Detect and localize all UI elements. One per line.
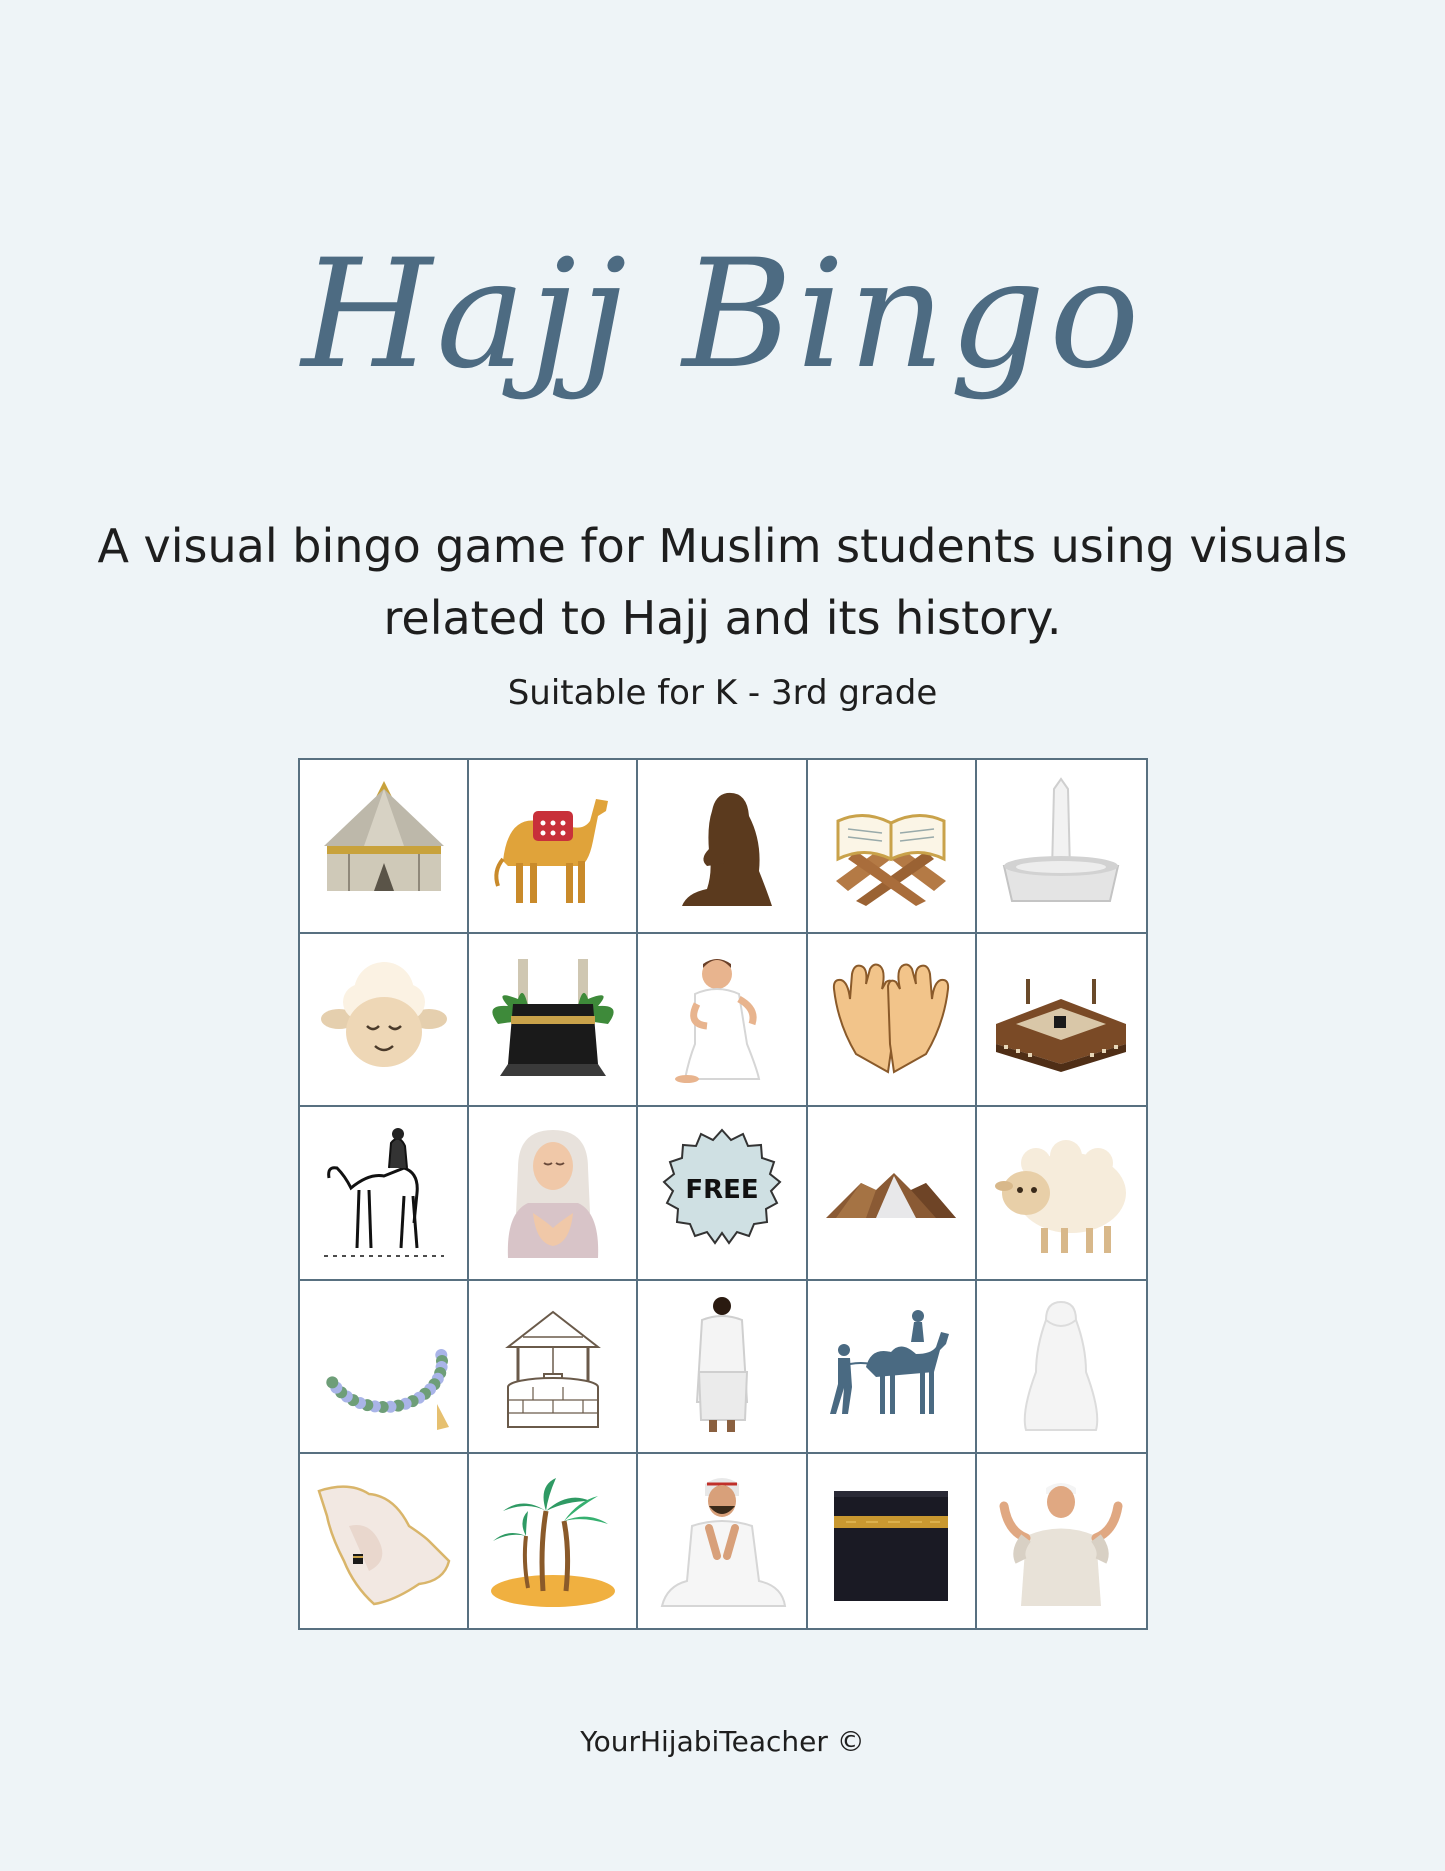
mountain-icon	[816, 1118, 966, 1268]
bingo-cell	[808, 1107, 977, 1281]
sheep-icon	[986, 1118, 1136, 1268]
dua-hands-icon	[816, 944, 966, 1094]
bingo-cell	[977, 1107, 1146, 1281]
man-raising-hands-icon	[986, 1466, 1136, 1616]
bingo-cell	[977, 760, 1146, 934]
arabia-map-icon	[309, 1466, 459, 1616]
quran-on-stand-icon	[816, 771, 966, 921]
free-badge-icon	[647, 1118, 797, 1268]
bingo-cell	[638, 1281, 807, 1455]
bingo-cell	[469, 760, 638, 934]
bingo-cell	[638, 1454, 807, 1628]
prayer-bead	[326, 1376, 338, 1388]
man-praying-kneeling-icon	[647, 1466, 797, 1616]
bingo-cell-free	[638, 1107, 807, 1281]
bingo-cell	[300, 934, 469, 1108]
bingo-cell	[638, 760, 807, 934]
zamzam-well-icon	[478, 1292, 628, 1442]
tent-icon	[309, 771, 459, 921]
woman-in-white-icon	[986, 1292, 1136, 1442]
camel-rider-sketch-icon	[309, 1118, 459, 1268]
kaaba-icon	[816, 1466, 966, 1616]
masjid-al-haram-icon	[986, 944, 1136, 1094]
bingo-cell	[469, 1107, 638, 1281]
free-label: FREE	[685, 1174, 759, 1205]
kaaba-with-palms-icon	[478, 944, 628, 1094]
page-subtitle: A visual bingo game for Muslim students using visuals related to Hajj and its history.	[97, 519, 1348, 645]
footer-credit: YourHijabiTeacher ©	[580, 1725, 865, 1758]
bingo-cell	[977, 934, 1146, 1108]
bingo-cell	[300, 1454, 469, 1628]
bingo-cell	[469, 1454, 638, 1628]
bingo-cell	[300, 1281, 469, 1455]
bingo-board	[298, 758, 1148, 1630]
pilgrim-walking-icon	[647, 1292, 797, 1442]
bingo-cell	[808, 934, 977, 1108]
bingo-cell	[808, 1454, 977, 1628]
bead-tassel	[437, 1404, 449, 1430]
bingo-cell	[469, 1281, 638, 1455]
sheep-face-icon	[309, 944, 459, 1094]
bingo-cell	[808, 760, 977, 934]
bingo-cell	[808, 1281, 977, 1455]
prayer-beads-icon	[309, 1292, 459, 1442]
bingo-cell	[469, 934, 638, 1108]
caravan-silhouette-icon	[816, 1292, 966, 1442]
woman-making-dua-icon	[478, 1118, 628, 1268]
bingo-cell	[977, 1454, 1146, 1628]
bingo-cell	[638, 934, 807, 1108]
bingo-cell	[300, 1107, 469, 1281]
jamarat-pillar-icon	[986, 771, 1136, 921]
palm-island-icon	[478, 1466, 628, 1616]
woman-praying-silhouette-icon	[647, 771, 797, 921]
bingo-cell	[300, 760, 469, 934]
bingo-cell	[977, 1281, 1146, 1455]
camel-icon	[478, 771, 628, 921]
page-title: Hajj Bingo	[301, 228, 1144, 402]
pilgrim-in-ihram-icon	[647, 944, 797, 1094]
grade-note: Suitable for K - 3rd grade	[507, 673, 938, 713]
